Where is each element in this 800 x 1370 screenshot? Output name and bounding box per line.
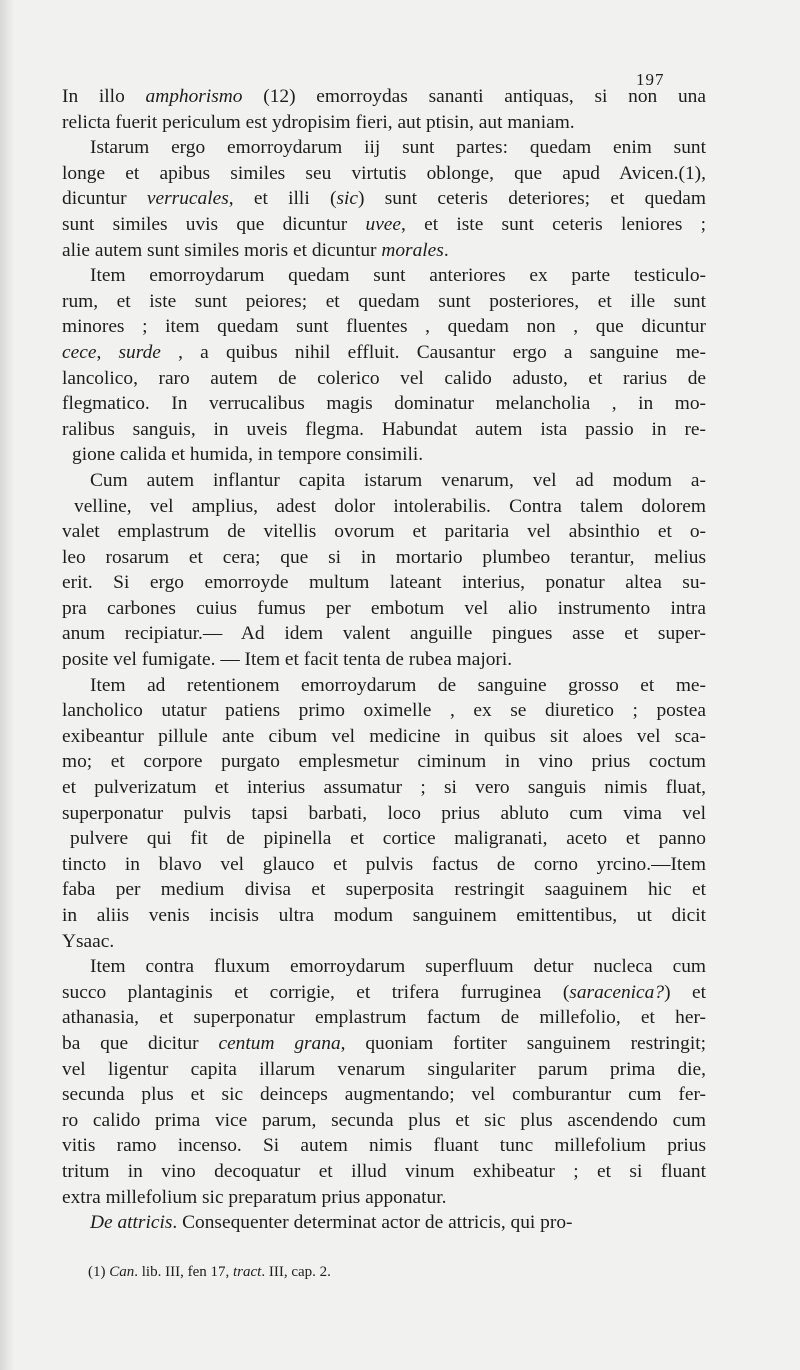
italic-term: amphorismo — [145, 86, 243, 107]
text-line: vitis ramo incenso. Si autem nimis fluant tunc millefolium prius — [62, 1135, 706, 1157]
text-line: erit. Si ergo emorroyde multum lateant interius, ponatur altea su- — [62, 572, 706, 594]
text-line: alie autem sunt similes moris et dicuntur morales. — [62, 239, 449, 261]
italic-term: morales — [381, 239, 444, 261]
text-line: dicuntur verrucales, et illi (sic) sunt ceteris deteriores; et quedam — [62, 188, 706, 210]
text-line: Cum autem inflantur capita istarum venarum, vel ad modum a- — [90, 469, 706, 491]
text-line: In illo amphorismo (12) emorroydas sananti antiquas, si non una — [62, 86, 706, 107]
text-line: anum recipiatur.— Ad idem valent anguille pingues asse et super- — [62, 623, 706, 645]
text-line: cece, surde , a quibus nihil effluit. Causantur ergo a sanguine me- — [62, 341, 706, 363]
italic-term: sic — [336, 188, 358, 210]
text-line: exibeantur pillule ante cibum vel medicine in quibus sit aloes vel sca- — [62, 725, 706, 747]
text-line: pra carbones cuius fumus per embotum vel alio instrumento intra — [62, 597, 706, 619]
text-line: posite vel fumigate. — Item et facit tenta de rubea majori. — [62, 649, 513, 671]
text-line: relicta fuerit periculum est ydropisim fieri, aut ptisin, aut maniam. — [62, 111, 575, 133]
body-text — [62, 84, 706, 1236]
text-line: extra millefolium sic preparatum prius apponatur. — [62, 1186, 447, 1208]
text-line: vel ligentur capita illarum venarum singulariter parum prima die, — [62, 1058, 706, 1080]
text-line: athanasia, et superponatur emplastrum factum de millefolio, et her- — [62, 1007, 706, 1029]
italic-term: Can — [109, 1264, 135, 1280]
text-line: tritum in vino decoquatur et illud vinum exhibeatur ; et si fluant — [62, 1160, 706, 1182]
text-line: in aliis venis incisis ultra modum sanguinem emittentibus, ut dicit — [62, 905, 706, 926]
text-line: ralibus sanguis, in uveis flegma. Habundat autem ista passio in re- — [62, 418, 706, 440]
text-line: rum, et iste sunt peiores; et quedam sunt posteriores, et ille sunt — [62, 290, 706, 312]
text-line: et pulverizatum et interius assumatur ; si vero sanguis nimis fluat, — [62, 777, 706, 799]
text-line: ba que dicitur centum grana, quoniam fortiter sanguinem restringit; — [62, 1032, 706, 1054]
text-line: lancolico, raro autem de colerico vel calido adusto, et rarius de — [62, 367, 706, 389]
text-line: gione calida et humida, in tempore consimili. — [72, 444, 424, 466]
text-line: faba per medium divisa et superposita restringit saaguinem hic et — [62, 879, 706, 901]
italic-term: tract — [233, 1264, 262, 1280]
text-line: De attricis. Consequenter determinat actor de attricis, qui pro- — [90, 1212, 573, 1234]
text-line: superponatur pulvis tapsi barbati, loco prius abluto cum vima vel — [62, 802, 706, 824]
text-line: longe et apibus similes seu virtutis oblonge, que apud Avicen.(1), — [62, 162, 706, 184]
binding-shadow — [0, 0, 14, 1370]
text-line: secunda plus et sic deinceps augmentando; vel comburantur cum fer- — [62, 1084, 706, 1106]
text-line: tincto in blavo vel glauco et pulvis factus de corno yrcino.—Item — [62, 853, 706, 875]
italic-term: centum grana — [218, 1032, 341, 1054]
text-line: Item ad retentionem emorroydarum de sanguine grosso et me- — [90, 674, 706, 696]
text-line: succo plantaginis et corrigie, et trifera furruginea (saracenica?) et — [62, 981, 706, 1003]
italic-term: cece — [62, 341, 97, 363]
text-line: flegmatico. In verrucalibus magis dominatur melancholia , in mo- — [62, 393, 706, 415]
text-line: leo rosarum et cera; que si in mortario plumbeo terantur, melius — [62, 546, 706, 568]
text-line: pulvere qui fit de pipinella et cortice maligranati, aceto et panno — [70, 828, 706, 850]
text-line: mo; et corpore purgato emplesmetur ciminum in vino prius coctum — [62, 751, 706, 773]
text-line: lancholico utatur patiens primo oximelle , ex se diuretico ; postea — [62, 700, 706, 722]
text-line: valet emplastrum de vitellis ovorum et paritaria vel absinthio et o- — [62, 521, 706, 543]
italic-term: De attricis — [90, 1212, 173, 1234]
text-line: minores ; item quedam sunt fluentes , quedam non , que dicuntur — [62, 316, 706, 338]
page-number: 197 — [636, 70, 665, 89]
text-line: Item emorroydarum quedam sunt anteriores ex parte testiculo- — [90, 265, 706, 287]
text-line: sunt similes uvis que dicuntur uvee, et iste sunt ceteris leniores ; — [62, 213, 706, 235]
footnote: (1) Can. lib. III, fen 17, tract. III, cap. 2. — [88, 1264, 331, 1280]
italic-term: saracenica? — [569, 981, 665, 1003]
text-line: velline, vel amplius, adest dolor intolerabilis. Contra talem dolorem — [74, 495, 706, 517]
text-line: Istarum ergo emorroydarum iij sunt partes: quedam enim sunt — [90, 137, 706, 159]
text-line: Ysaac. — [62, 930, 115, 952]
text-line: ro calido prima vice parum, secunda plus et sic plus ascendendo cum — [62, 1109, 706, 1131]
text-line: Item contra fluxum emorroydarum superfluum detur nucleca cum — [90, 956, 706, 978]
italic-term: uvee — [365, 213, 402, 235]
italic-term: verrucales — [146, 188, 229, 210]
italic-term: surde — [118, 341, 161, 363]
